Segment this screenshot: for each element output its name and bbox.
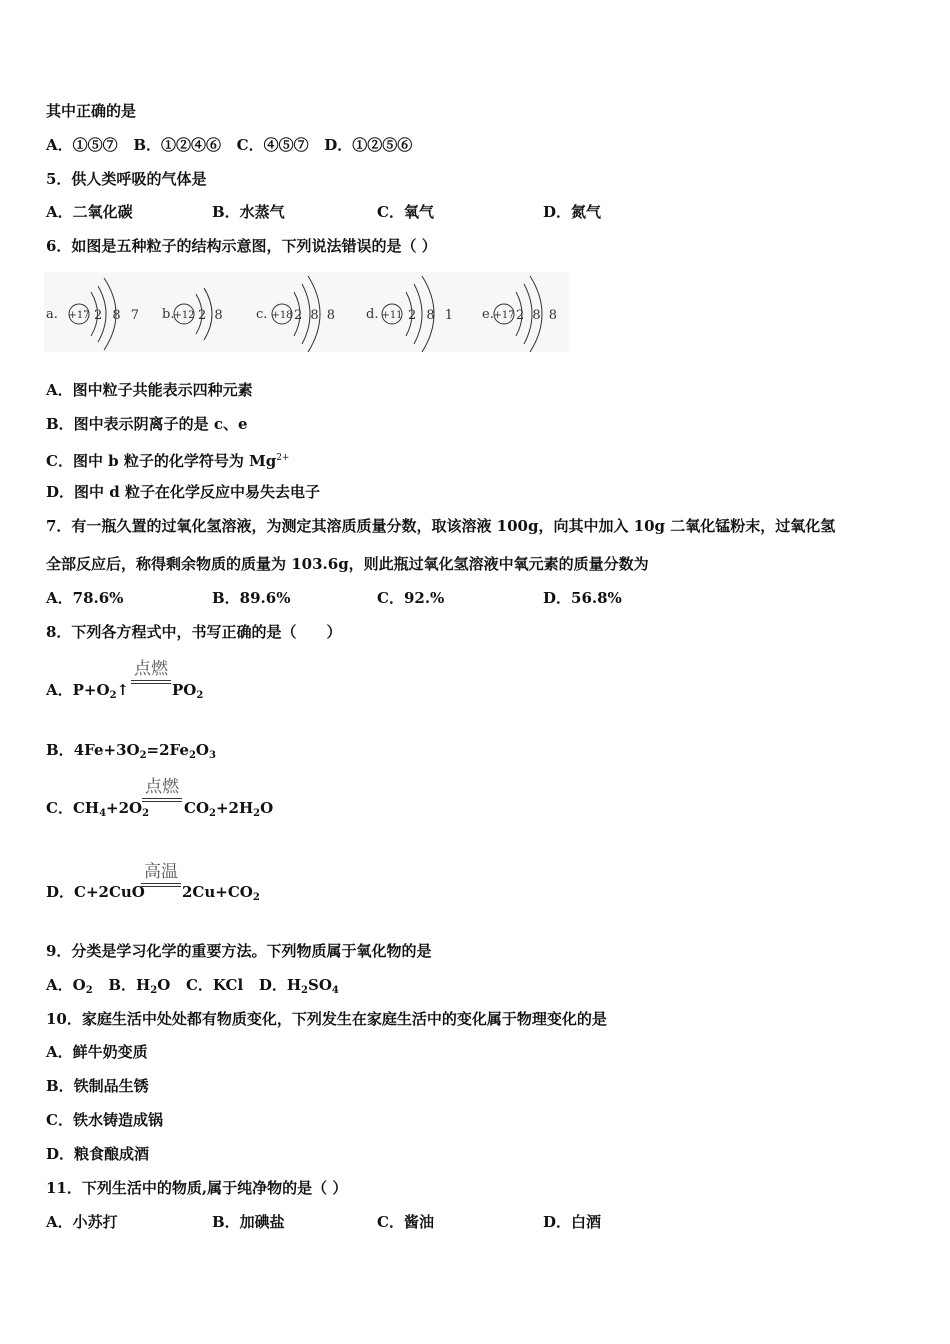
option: A．小苏打 [46,1213,118,1231]
svg-text:2 8 1: 2 8 1 [408,308,457,323]
particle-a [46,278,142,350]
condition-label: 高温 [141,857,181,887]
svg-text:a.: a. [46,307,58,322]
option: D．①②⑤⑥ [324,136,413,154]
svg-text:e.: e. [482,307,494,322]
equation-d-product: $2Cu+CO_2$ [182,883,260,903]
option: D．氮气 [543,203,602,221]
option: C．图中 b 粒子的化学符号为 $Mg^{2+}$ [46,452,290,470]
equation-a-product: $PO_2$ [172,681,204,701]
svg-text:2 8: 2 8 [198,308,225,323]
option: B．①②④⑥ [133,136,221,154]
particle-c [256,276,337,352]
equation-c: C．$CH_4+2O_2$ [46,799,150,819]
q7-stem-line1: 7．有一瓶久置的过氧化氢溶液，为测定其溶质质量分数，取该溶液 100g，向其中加入 10g 二氧化锰粉末，过氧化氢 [46,517,836,535]
q11-stem: 11．下列生活中的物质,属于纯净物的是（ ） [46,1179,348,1197]
particle-e [482,276,559,352]
condition-label: 点燃 [131,654,171,684]
option: C．氧气 [377,203,434,221]
svg-text:+17: +17 [493,310,515,321]
option: A．图中粒子共能表示四种元素 [46,381,253,399]
q7-stem-line2: 全部反应后，称得剩余物质的质量为 103.6g，则此瓶过氧化氢溶液中氧元素的质量分数为 [46,555,649,573]
q6-stem: 6．如图是五种粒子的结构示意图，下列说法错误的是（ ） [46,237,437,255]
equation-d: D．C+2CuO [46,883,145,901]
option: D．56.8% [543,589,622,607]
q4-tail: 其中正确的是 [46,102,137,120]
option: B．铁制品生锈 [46,1077,149,1095]
q9-options: A．$O_2$ B．$H_2O$ C．KCl D．$H_2SO_4$ [46,976,339,996]
svg-text:b.: b. [162,307,175,322]
option: D．图中 d 粒子在化学反应中易失去电子 [46,483,320,501]
equation-b: B．$4Fe+3O_2=2Fe_2O_3$ [46,741,216,761]
q10-stem: 10．家庭生活中处处都有物质变化，下列发生在家庭生活中的变化属于物理变化的是 [46,1010,607,1028]
q8-stem: 8．下列各方程式中，书写正确的是（ ） [46,623,342,641]
particle-d [366,276,456,352]
svg-text:d.: d. [366,307,379,322]
option: A．78.6% [46,589,124,607]
option: A．鲜牛奶变质 [46,1043,148,1061]
option: B．图中表示阴离子的是 c、e [46,415,248,433]
svg-text:c.: c. [256,307,268,322]
svg-text:2 8 7: 2 8 7 [94,308,143,323]
equation-c-product: $CO_2+2H_2O$ [184,799,274,819]
svg-text:+18: +18 [271,310,293,321]
q9-stem: 9．分类是学习化学的重要方法。下列物质属于氧化物的是 [46,942,432,960]
condition-label: 点燃 [142,772,182,802]
option: D．白酒 [543,1213,602,1231]
q4-options [46,135,412,155]
option: B．水蒸气 [212,203,285,221]
option: A．二氧化碳 [46,203,133,221]
atom-structure-diagram [44,272,569,352]
svg-text:+12: +12 [173,310,195,321]
option: C．铁水铸造成锅 [46,1111,163,1129]
option: C．酱油 [377,1213,434,1231]
option: B．加碘盐 [212,1213,285,1231]
option: C．④⑤⑦ [236,136,309,154]
q5-stem: 5．供人类呼吸的气体是 [46,170,207,188]
option: D．粮食酿成酒 [46,1145,150,1163]
svg-text:2 8 8: 2 8 8 [294,308,338,323]
svg-text:+17: +17 [68,310,90,321]
svg-text:+11: +11 [381,310,403,321]
option: C．92.% [377,589,445,607]
particle-b [162,288,225,340]
svg-text:2 8 8: 2 8 8 [516,308,560,323]
option: B．89.6% [212,589,291,607]
equation-a: A．$P+O_2↑$ [46,681,130,701]
option: A．①⑤⑦ [46,136,118,154]
